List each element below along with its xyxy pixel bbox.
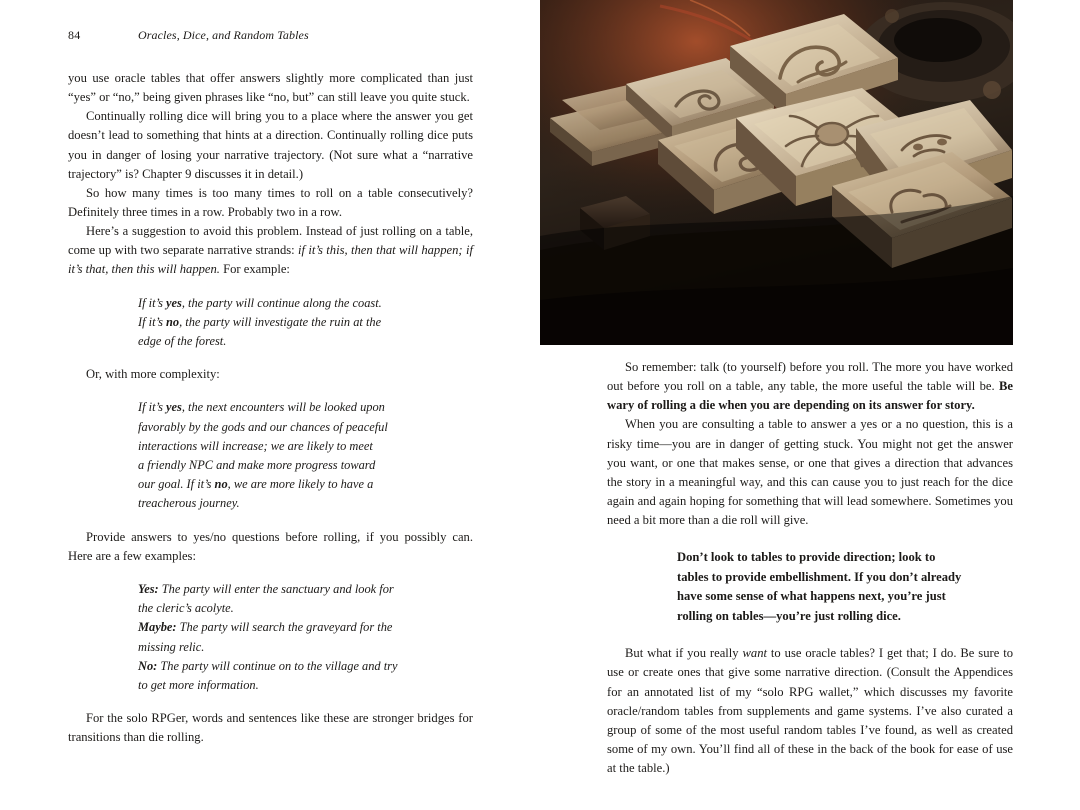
line-part: , the party will continue along the coast. — [181, 295, 382, 310]
chapter-title: Oracles, Dice, and Random Tables — [138, 28, 309, 42]
line-emphasis: yes — [166, 295, 182, 310]
line-label: No: — [138, 658, 158, 673]
paragraph — [607, 644, 1013, 778]
paragraph: So how many times is too many times to roll on a table consecutively? Definitely three times in a row. Probably two in a row. — [68, 185, 473, 219]
paragraph — [607, 358, 1013, 415]
line-part: our goal. If it’s — [138, 477, 215, 492]
paragraph-continuation: you use oracle tables that offer answers slightly more complicated than just “yes” or “no,” being given phrases like “no, but” can still leave you quite stuck. — [68, 71, 473, 105]
right-text-column — [607, 358, 1013, 778]
line-emphasis: no — [166, 314, 180, 329]
line-part: , the next encounters will be looked upon — [181, 400, 385, 415]
line-emphasis: yes — [166, 400, 182, 415]
example-line: edge of the forest. — [138, 333, 227, 348]
example-line — [138, 657, 438, 676]
paragraph-emphasis: Be wary of rolling a die when you are depending on its answer for story. — [607, 379, 1013, 413]
paragraph: Provide answers to yes/no questions before rolling, if you possibly can. Here are a few examples: — [68, 529, 473, 563]
line-emphasis: no — [214, 477, 228, 492]
paragraph: For the solo RPGer, words and sentences like these are stronger bridges for transitions than die rolling. — [68, 711, 473, 745]
example-line — [138, 580, 438, 599]
example-line: a friendly NPC and make more progress toward — [138, 458, 376, 472]
line-part: , the party will investigate the ruin at the — [179, 314, 382, 329]
example-block-1 — [138, 294, 438, 352]
paragraph: When you are consulting a table to answer a yes or a no question, this is a risky time—you are in danger of getting stuck. You might not get the answer you want, or one that makes sense, or one that gives a direction that advances the story in a meaningful way, and this can cause you to just reach for the dice again and again hoping for something that will lead somewhere. Sometimes you need a bit more than a die roll will give. — [607, 417, 1013, 528]
line-part: The party will search the graveyard for the — [176, 620, 393, 635]
line-part: , we are more likely to have a — [227, 477, 374, 492]
paragraph-emphasis: if it’s this, then that will happen; if it’s that, then this will happen. — [68, 243, 473, 277]
line-part: The party will enter the sanctuary and look for — [158, 581, 394, 596]
paragraph-part: to use oracle tables? I get that; I do. Be sure to use or create ones that give some narrative direction. (Consult the Appendices for an annotated list of my “solo RPG wallet,” which discusses my favorite oracle/random tables from supplements and game systems. I’ve also curated a group of some of the most useful random tables I’ve found, as well as created some of my own. You’ll find all of these in the back of the book for ease of use at the table.) — [607, 646, 1013, 776]
example-block-3 — [138, 580, 438, 695]
page-number: 84 — [68, 28, 81, 42]
paragraph-part: Here’s a suggestion to avoid this problem. Instead of just rolling on a table, come up with two separate narrative strands: — [68, 224, 473, 258]
example-line: to get more information. — [138, 678, 259, 693]
paragraph-part: So remember: talk (to yourself) before you roll. The more you have worked out before you roll on a table, any table, the more useful the table will be. — [607, 360, 1013, 394]
example-line: missing relic. — [138, 639, 205, 654]
line-part: If it’s — [138, 295, 166, 310]
example-line: interactions will increase; we are likely to meet — [138, 438, 373, 453]
example-line: treacherous journey. — [138, 496, 240, 511]
paragraph: Or, with more complexity: — [86, 367, 220, 382]
left-text-column — [68, 28, 473, 748]
example-line — [138, 294, 438, 313]
example-line — [138, 475, 438, 494]
line-part: If it’s — [138, 314, 166, 329]
line-part: The party will continue on to the village and try — [157, 658, 398, 673]
example-line: favorably by the gods and our chances of peaceful — [138, 419, 388, 434]
left-body-text — [68, 69, 473, 748]
running-head — [68, 28, 473, 43]
example-block-2 — [138, 398, 438, 513]
example-line — [138, 398, 438, 417]
paragraph-emphasis: want — [742, 646, 768, 661]
line-part: If it’s — [138, 400, 166, 415]
paragraph — [68, 222, 473, 279]
pull-quote: Don’t look to tables to provide direction; look to tables to provide embellishment. If you don’t already have some sense of what happens next, you’re just rolling on tables—you’re just rolling dice. — [677, 550, 962, 623]
line-label: Maybe: — [138, 620, 177, 635]
example-line — [138, 618, 438, 637]
example-line — [138, 313, 438, 332]
carved-stone-tiles-illustration — [540, 0, 1013, 345]
line-label: Yes: — [138, 581, 159, 596]
paragraph-part: But what if you really — [625, 646, 743, 661]
example-line: the cleric’s acolyte. — [138, 601, 234, 616]
paragraph: Continually rolling dice will bring you to a place where the answer you get doesn’t lead to something that hints at a direction. Continually rolling dice puts you in danger of losing your narrative trajectory. (Not sure what a “narrative trajectory” is? Chapter 9 discusses it in detail.) — [68, 109, 473, 181]
paragraph-part: For example: — [219, 262, 290, 277]
